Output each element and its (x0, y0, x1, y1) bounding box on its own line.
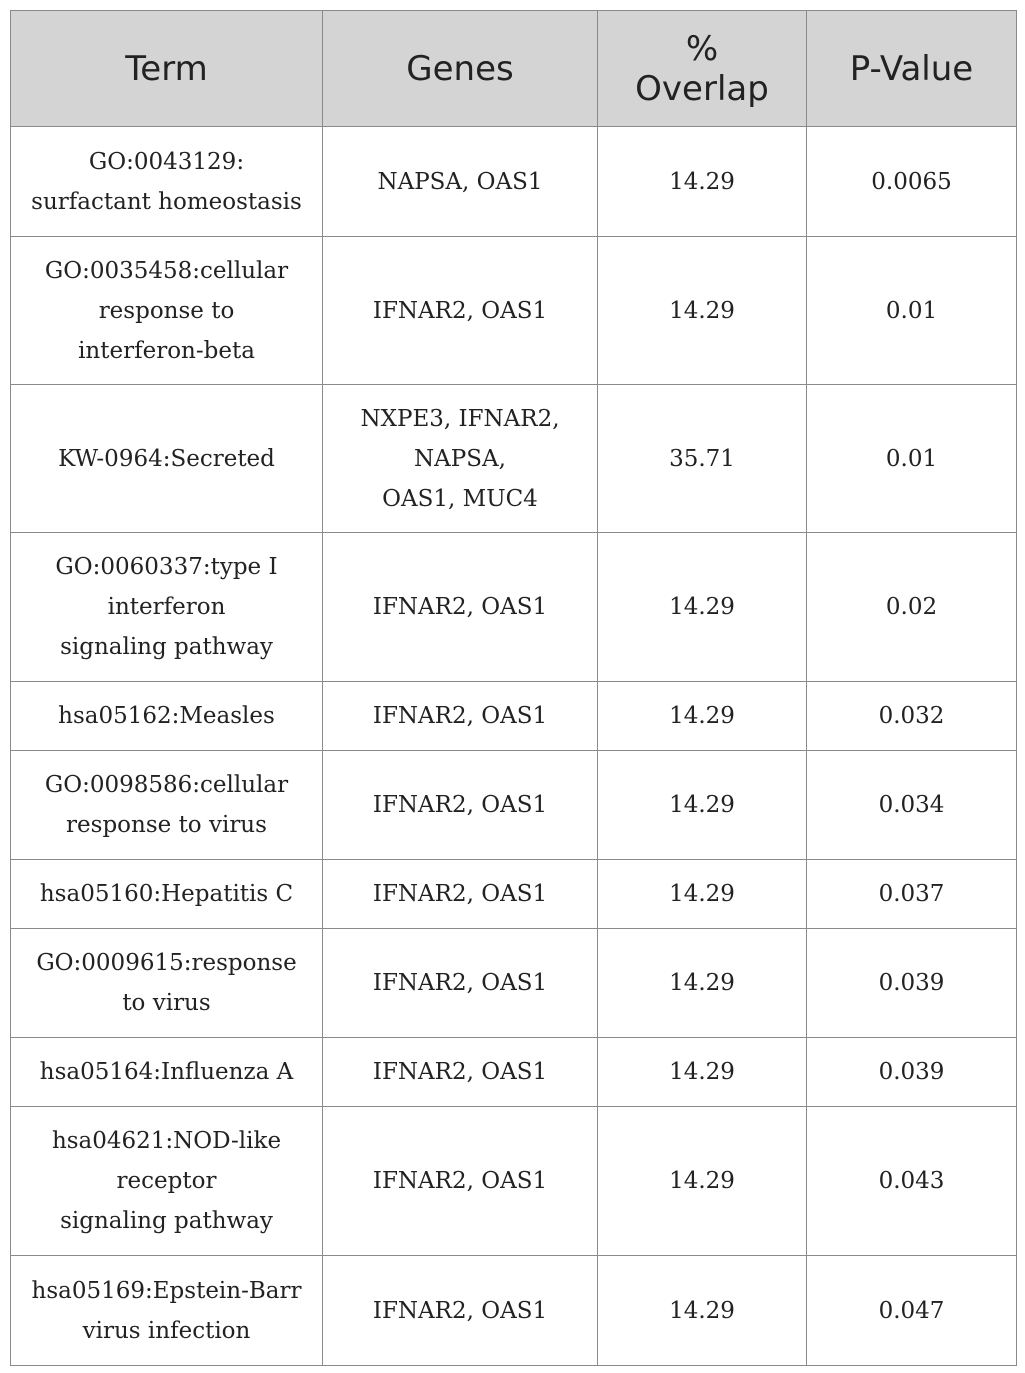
cell-overlap: 14.29 (598, 929, 807, 1038)
cell-term: hsa05160:Hepatitis C (11, 860, 323, 929)
cell-term: GO:0060337:type I interferon signaling pathway (11, 533, 323, 682)
cell-term: hsa04621:NOD-like receptor signaling pathway (11, 1107, 323, 1256)
table-row (11, 860, 1017, 929)
cell-genes: IFNAR2, OAS1 (323, 1038, 598, 1107)
cell-pvalue: 0.039 (807, 1038, 1017, 1107)
table-row (11, 1107, 1017, 1256)
table-row (11, 929, 1017, 1038)
cell-genes: NXPE3, IFNAR2, NAPSA, OAS1, MUC4 (323, 385, 598, 533)
header-overlap: % Overlap (598, 11, 807, 127)
cell-genes: NAPSA, OAS1 (323, 127, 598, 237)
table-row (11, 237, 1017, 385)
table-row (11, 533, 1017, 682)
cell-term: hsa05164:Influenza A (11, 1038, 323, 1107)
cell-term: GO:0043129: surfactant homeostasis (11, 127, 323, 237)
cell-genes: IFNAR2, OAS1 (323, 1256, 598, 1366)
cell-pvalue: 0.01 (807, 385, 1017, 533)
cell-genes: IFNAR2, OAS1 (323, 751, 598, 860)
cell-term: hsa05169:Epstein-Barr virus infection (11, 1256, 323, 1366)
cell-pvalue: 0.032 (807, 682, 1017, 751)
cell-overlap: 14.29 (598, 127, 807, 237)
table-row (11, 751, 1017, 860)
cell-pvalue: 0.039 (807, 929, 1017, 1038)
cell-overlap: 14.29 (598, 751, 807, 860)
cell-term: GO:0098586:cellular response to virus (11, 751, 323, 860)
cell-term: GO:0009615:response to virus (11, 929, 323, 1038)
cell-term: hsa05162:Measles (11, 682, 323, 751)
cell-pvalue: 0.043 (807, 1107, 1017, 1256)
header-pvalue: P-Value (807, 11, 1017, 127)
table-row (11, 1038, 1017, 1107)
enrichment-table-container (10, 10, 1016, 1366)
cell-overlap: 14.29 (598, 237, 807, 385)
table-row (11, 385, 1017, 533)
header-genes: Genes (323, 11, 598, 127)
cell-pvalue: 0.037 (807, 860, 1017, 929)
table-row (11, 682, 1017, 751)
header-row (11, 11, 1017, 127)
cell-genes: IFNAR2, OAS1 (323, 1107, 598, 1256)
cell-genes: IFNAR2, OAS1 (323, 237, 598, 385)
cell-pvalue: 0.02 (807, 533, 1017, 682)
header-term: Term (11, 11, 323, 127)
cell-term: KW-0964:Secreted (11, 385, 323, 533)
table-row (11, 1256, 1017, 1366)
cell-pvalue: 0.01 (807, 237, 1017, 385)
cell-pvalue: 0.034 (807, 751, 1017, 860)
cell-overlap: 14.29 (598, 1038, 807, 1107)
cell-genes: IFNAR2, OAS1 (323, 860, 598, 929)
cell-overlap: 14.29 (598, 1256, 807, 1366)
cell-genes: IFNAR2, OAS1 (323, 929, 598, 1038)
cell-overlap: 14.29 (598, 533, 807, 682)
cell-overlap: 14.29 (598, 860, 807, 929)
table-row (11, 127, 1017, 237)
cell-overlap: 35.71 (598, 385, 807, 533)
enrichment-table (10, 10, 1017, 1366)
cell-pvalue: 0.047 (807, 1256, 1017, 1366)
cell-term: GO:0035458:cellular response to interferon-beta (11, 237, 323, 385)
cell-genes: IFNAR2, OAS1 (323, 682, 598, 751)
cell-overlap: 14.29 (598, 682, 807, 751)
cell-genes: IFNAR2, OAS1 (323, 533, 598, 682)
cell-overlap: 14.29 (598, 1107, 807, 1256)
cell-pvalue: 0.0065 (807, 127, 1017, 237)
